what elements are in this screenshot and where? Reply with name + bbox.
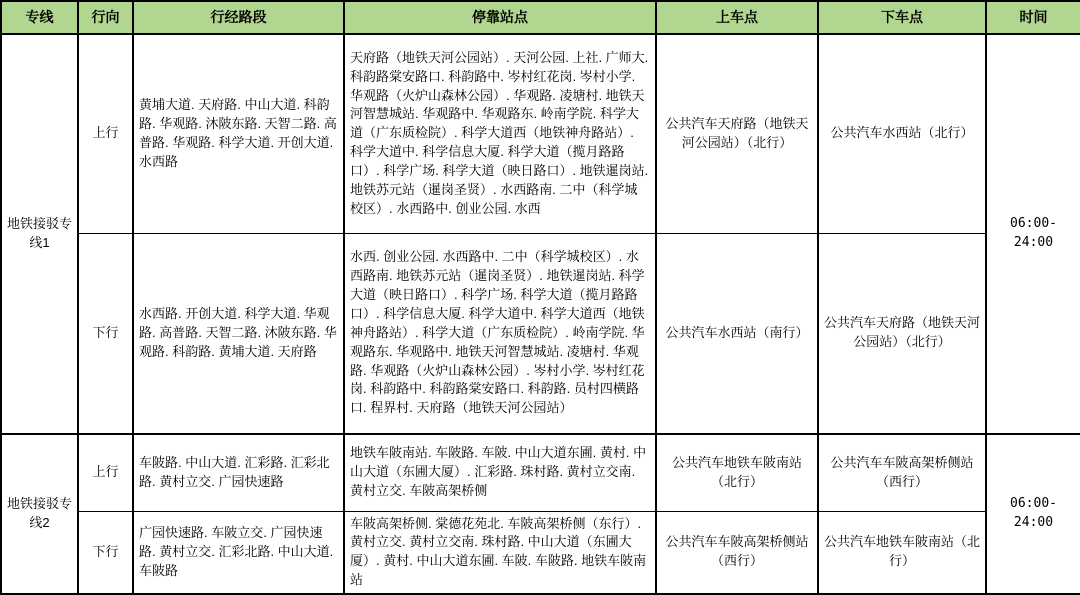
line-name-cell: 地铁接驳专线1 xyxy=(1,34,78,434)
stops-cell: 天府路（地铁天河公园站）. 天河公园. 上社. 广师大. 科韵路棠安路口. 科韵路中. 岑村红花岗. 岑村小学. 华观路（火炉山森林公园）. 华观路. 凌塘村. 地铁天河智慧城站. 华观路中. 华观路东. 岭南学院. 科学大道（广东质检院）. 科学大道西（地铁神舟路站）. 科学大道中. 科学信息大厦. 科学大道（揽月路路口）. 科学广场. 科学大道（映日路口）. 地铁暹岗站. 地铁苏元站（暹岗圣贤）. 水西路南. 二中（科学城校区）. 水西路中. 创业公园. 水西 xyxy=(344,34,656,233)
table-row xyxy=(1,434,1080,511)
table-row xyxy=(1,511,1080,594)
direction-cell: 下行 xyxy=(78,511,133,594)
time-cell: 06:00-24:00 xyxy=(986,434,1080,594)
header-direction: 行向 xyxy=(78,1,133,34)
time-cell: 06:00-24:00 xyxy=(986,34,1080,434)
alighting-cell: 公共汽车地铁车陂南站（北行） xyxy=(818,511,986,594)
boarding-cell: 公共汽车水西站（南行） xyxy=(656,233,818,434)
stops-cell: 水西. 创业公园. 水西路中. 二中（科学城校区）. 水西路南. 地铁苏元站（暹岗圣贤）. 地铁暹岗站. 科学大道（映日路口）. 科学广场. 科学大道（揽月路路口）. 科学信息大厦. 科学大道中. 科学大道西（地铁神舟路站）. 科学大道（广东质检院）. 岭南学院. 华观路东. 华观路中. 地铁天河智慧城站. 凌塘村. 华观路. 华观路（火炉山森林公园）. 岑村小学. 岑村红花岗. 科韵路中. 科韵路棠安路口. 科韵路. 员村四横路口. 程界村. 天府路（地铁天河公园站） xyxy=(344,233,656,434)
table-header-row xyxy=(1,1,1080,34)
direction-cell: 上行 xyxy=(78,34,133,233)
alighting-cell: 公共汽车水西站（北行） xyxy=(818,34,986,233)
stops-cell: 车陂高架桥侧. 棠德花苑北. 车陂高架桥侧（东行）. 黄村立交. 黄村立交南. 珠村路. 中山大道（东圃大厦）. 黄村. 中山大道东圃. 车陂. 车陂路. 地铁车陂南站 xyxy=(344,511,656,594)
alighting-cell: 公共汽车车陂高架桥侧站（西行） xyxy=(818,434,986,511)
boarding-cell: 公共汽车天府路（地铁天河公园站）（北行） xyxy=(656,34,818,233)
header-stops: 停靠站点 xyxy=(344,1,656,34)
table-row xyxy=(1,34,1080,233)
header-line: 专线 xyxy=(1,1,78,34)
line-name-cell: 地铁接驳专线2 xyxy=(1,434,78,594)
table-row xyxy=(1,233,1080,434)
stops-cell: 地铁车陂南站. 车陂路. 车陂. 中山大道东圃. 黄村. 中山大道（东圃大厦）. 汇彩路. 珠村路. 黄村立交南. 黄村立交. 车陂高架桥侧 xyxy=(344,434,656,511)
direction-cell: 下行 xyxy=(78,233,133,434)
direction-cell: 上行 xyxy=(78,434,133,511)
header-route: 行经路段 xyxy=(133,1,344,34)
header-alighting: 下车点 xyxy=(818,1,986,34)
header-boarding: 上车点 xyxy=(656,1,818,34)
route-cell: 车陂路. 中山大道. 汇彩路. 汇彩北路. 黄村立交. 广园快速路 xyxy=(133,434,344,511)
boarding-cell: 公共汽车车陂高架桥侧站（西行） xyxy=(656,511,818,594)
boarding-cell: 公共汽车地铁车陂南站（北行） xyxy=(656,434,818,511)
route-cell: 黄埔大道. 天府路. 中山大道. 科韵路. 华观路. 沐陂东路. 天智二路. 高普路. 华观路. 科学大道. 开创大道. 水西路 xyxy=(133,34,344,233)
alighting-cell: 公共汽车天府路（地铁天河公园站）（北行） xyxy=(818,233,986,434)
route-cell: 广园快速路. 车陂立交. 广园快速路. 黄村立交. 汇彩北路. 中山大道. 车陂路 xyxy=(133,511,344,594)
header-time: 时间 xyxy=(986,1,1080,34)
route-cell: 水西路. 开创大道. 科学大道. 华观路. 高普路. 天智二路. 沐陂东路. 华观路. 科韵路. 黄埔大道. 天府路 xyxy=(133,233,344,434)
